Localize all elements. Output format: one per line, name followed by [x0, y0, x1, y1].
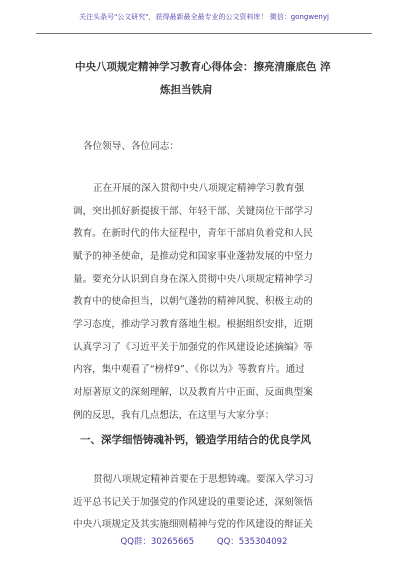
- paragraph-line: 量。要充分认识到自身在深入贯彻中央八项规定精神学习: [73, 274, 313, 285]
- title-line-2: 炼担当铁肩: [160, 84, 213, 96]
- paragraph-line: 调，突出抓好新提拔干部、年轻干部、关键岗位干部学习: [73, 206, 313, 217]
- page-footer: [0, 535, 408, 547]
- paragraph-line: 学习态度，推动学习教育落地生根。根据组织安排，近期: [73, 319, 313, 330]
- paragraph-line: 中央八项规定及其实施细则精神与党的作风建设的辩证关: [73, 519, 313, 530]
- paragraph-line: 教育。在新时代的伟大征程中，青年干部肩负着党和人民: [73, 228, 313, 239]
- qq-group-number: QQ群：30265665: [120, 537, 195, 547]
- paragraph-line: 认真学习了《习近平关于加强党的作风建设论述摘编》等: [73, 342, 313, 353]
- paragraph-line: 内容，集中观看了“榜样9”、《你以为》等教育片。通过: [73, 364, 305, 375]
- paragraph-line: 对原著原文的深刻理解，以及教育片中正面、反面典型案: [73, 387, 313, 398]
- paragraph-line: 赋予的神圣使命，是推动党和国家事业蓬勃发展的中坚力: [73, 251, 313, 262]
- paragraph-line: 例的反思，我有几点想法，在这里与大家分享：: [73, 410, 275, 421]
- salutation: 各位领导、各位同志：: [83, 141, 179, 152]
- qq-number: QQ：535304092: [216, 537, 288, 547]
- paragraph-line: 教育中的使命担当，以朝气蓬勃的精神风貌、积极主动的: [73, 296, 313, 307]
- title-line-1: 中央八项规定精神学习教育心得体会：擦亮清廉底色 淬: [75, 61, 331, 73]
- page-header: 关注头条号"公文研究"，获得最新最全最专业的公文资料库！ 微信：gongwenyj: [79, 13, 329, 21]
- paragraph-line: 近平总书记关于加强党的作风建设的重要论述，深刻领悟: [73, 497, 313, 508]
- header-divider: [36, 33, 372, 34]
- section-heading: 一、深学细悟铸魂补钙，锻造学用结合的优良学风: [80, 434, 311, 446]
- paragraph-line: 贯彻八项规定精神首要在于思想铸魂。要深入学习习: [93, 474, 314, 485]
- paragraph-line: 正在开展的深入贯彻中央八项规定精神学习教育强: [93, 183, 305, 194]
